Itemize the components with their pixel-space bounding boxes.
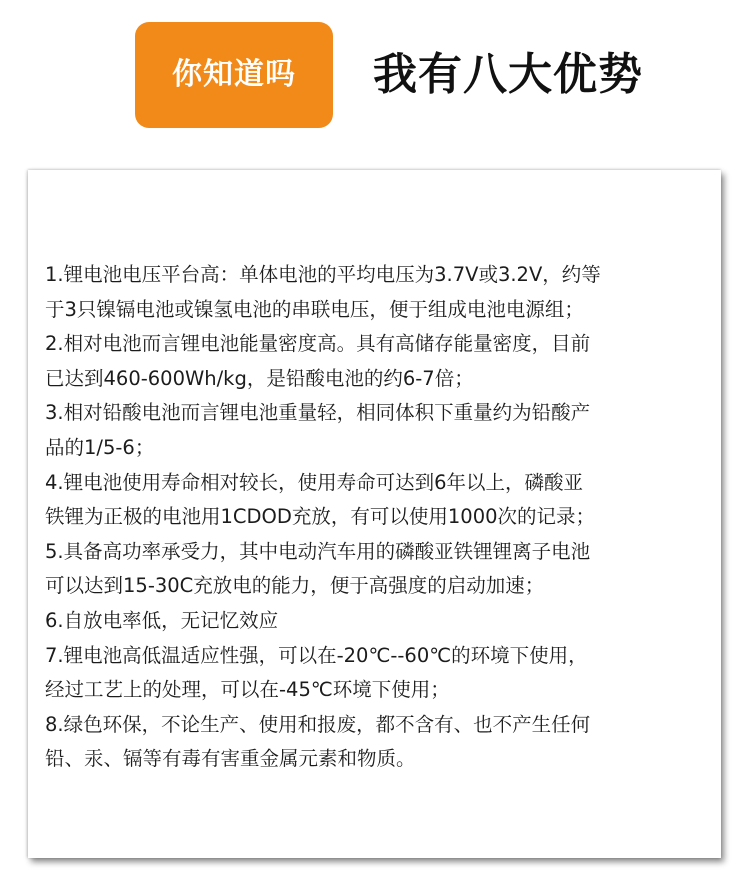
text-line: 5.具备高功率承受力，其中电动汽车用的磷酸亚铁锂锂离子电池: [45, 539, 591, 563]
text-line: 可以达到15-30C充放电的能力，便于高强度的启动加速；: [45, 574, 545, 598]
advantages-card: [28, 170, 721, 858]
text-line: 3.相对铅酸电池而言锂电池重量轻，相同体积下重量约为铅酸产: [45, 401, 591, 425]
text-line: 品的1/5-6；: [45, 435, 155, 459]
text-line: 铅、汞、镉等有毒有害重金属元素和物质。: [45, 747, 416, 771]
text-line: 经过工艺上的处理，可以在-45℃环境下使用；: [45, 678, 450, 702]
badge: [135, 22, 333, 128]
text-line: 已达到460-600Wh/kg，是铅酸电池的约6-7倍；: [45, 366, 474, 390]
text-line: 7.锂电池高低温适应性强，可以在-20℃--60℃的环境下使用，: [45, 643, 588, 667]
text-line: 4.锂电池使用寿命相对较长，使用寿命可达到6年以上，磷酸亚: [45, 470, 584, 494]
badge-label: 你知道吗: [172, 57, 296, 92]
text-line: 2.相对电池而言锂电池能量密度高。具有高储存能量密度，目前: [45, 332, 591, 356]
text-line: 于3只镍镉电池或镍氢电池的串联电压，便于组成电池电源组；: [45, 297, 584, 321]
text-line: 8.绿色环保，不论生产、使用和报废，都不含有、也不产生任何: [45, 712, 591, 736]
text-line: 6.自放电率低，无记忆效应: [45, 608, 279, 632]
page-title: 我有八大优势: [373, 49, 643, 100]
advantages-list: [45, 258, 710, 777]
text-line: 铁锂为正极的电池用1CDOD充放，有可以使用1000次的记录；: [45, 505, 596, 529]
text-line: 1.锂电池电压平台高：单体电池的平均电压为3.7V或3.2V，约等: [45, 263, 601, 286]
